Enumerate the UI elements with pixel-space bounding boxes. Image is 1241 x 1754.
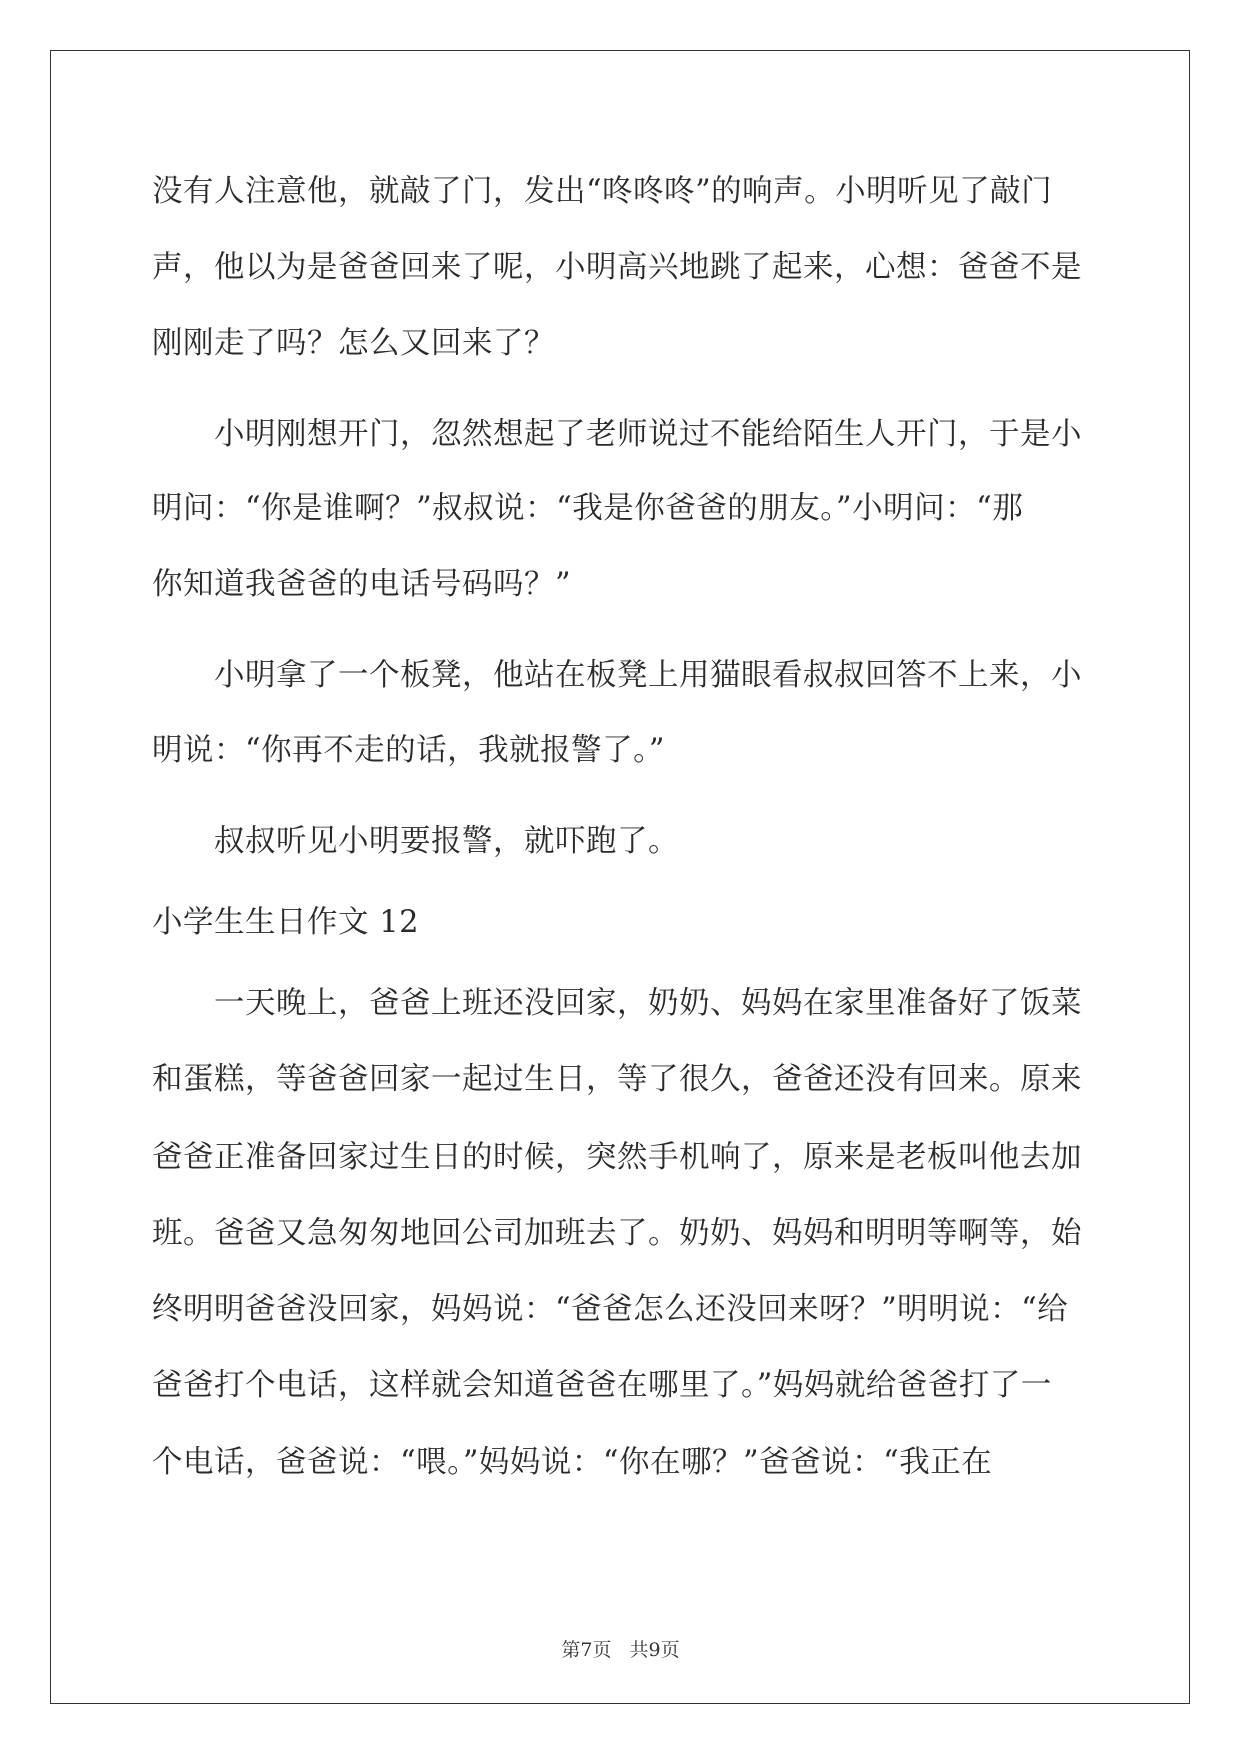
text-line: 明说：“你再不走的话，我就报警了。”	[152, 733, 665, 768]
text-line: 个电话，爸爸说：“喂。”妈妈说：“你在哪？”爸爸说：“我正在	[152, 1445, 993, 1480]
text-line: 没有人注意他，就敲了门，发出“咚咚咚”的响声。小明听见了敲门	[152, 174, 1053, 209]
text-line: 你知道我爸爸的电话号码吗？”	[152, 567, 572, 602]
page-total: 共9页	[629, 1639, 680, 1661]
paragraph-start-line: 小明拿了一个板凳，他站在板凳上用猫眼看叔叔回答不上来，小	[214, 658, 1082, 693]
paragraph-start-line: 小明刚想开门，忽然想起了老师说过不能给陌生人开门，于是小	[214, 417, 1082, 452]
page-footer	[0, 1638, 1241, 1662]
section-heading: 小学生生日作文 12	[152, 905, 420, 940]
text-line: 刚刚走了吗？怎么又回来了？	[152, 326, 555, 361]
text-line: 明问：“你是谁啊？”叔叔说：“我是你爸爸的朋友。”小明问：“那	[152, 491, 1024, 526]
text-line: 班。爸爸又急匆匆地回公司加班去了。奶奶、妈妈和明明等啊等，始	[152, 1216, 1082, 1251]
text-line: 爸爸打个电话，这样就会知道爸爸在哪里了。”妈妈就给爸爸打了一	[152, 1368, 1052, 1403]
paragraph-start-line: 叔叔听见小明要报警，就吓跑了。	[214, 824, 679, 859]
text-line: 终明明爸爸没回家，妈妈说：“爸爸怎么还没回来呀？”明明说：“给	[152, 1292, 1069, 1327]
text-line: 声，他以为是爸爸回来了呢，小明高兴地跳了起来，心想：爸爸不是	[152, 250, 1082, 285]
text-line: 爸爸正准备回家过生日的时候，突然手机响了，原来是老板叫他去加	[152, 1140, 1082, 1175]
page-number: 第7页	[561, 1639, 612, 1661]
text-line: 和蛋糕，等爸爸回家一起过生日，等了很久，爸爸还没有回来。原来	[152, 1062, 1082, 1097]
paragraph-start-line: 一天晚上，爸爸上班还没回家，奶奶、妈妈在家里准备好了饭菜	[214, 986, 1082, 1021]
